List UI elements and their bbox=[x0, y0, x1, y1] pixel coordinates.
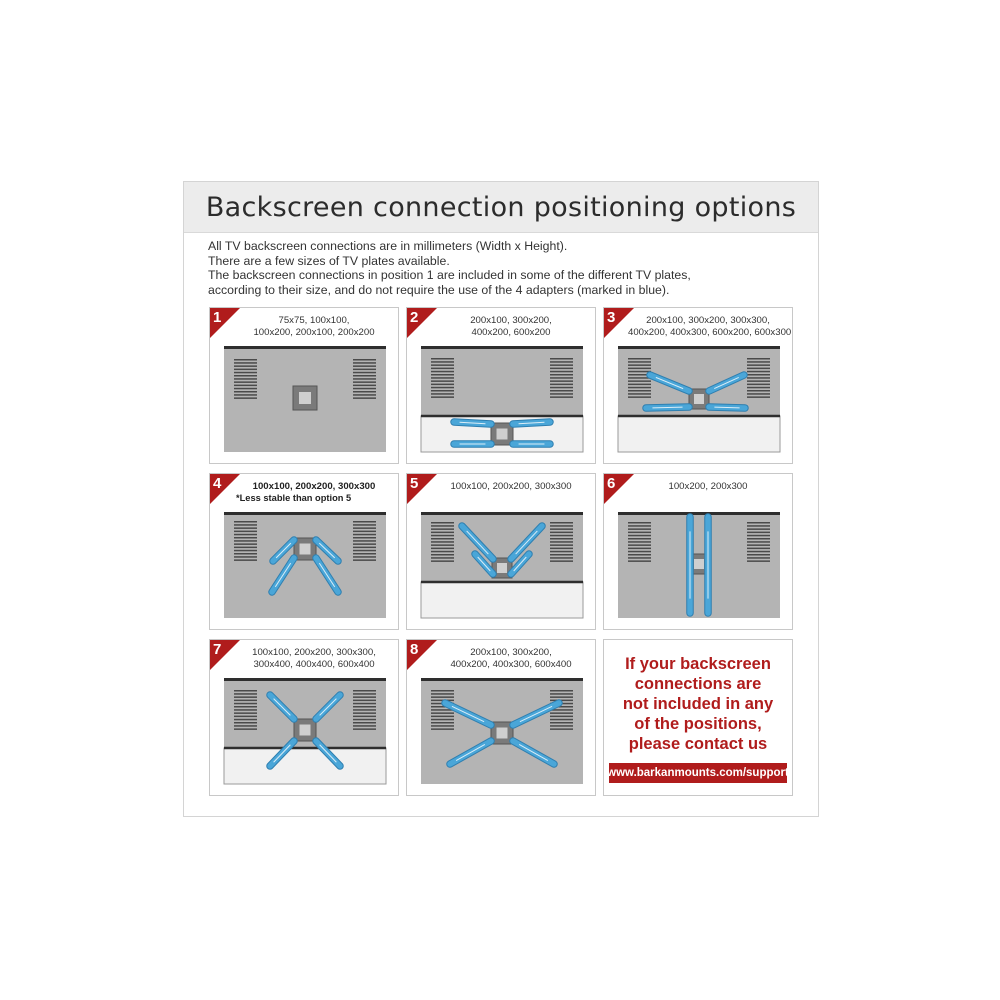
stability-note: *Less stable than option 5 bbox=[236, 492, 352, 503]
vent-slot bbox=[353, 696, 376, 698]
vent-slot bbox=[550, 358, 573, 360]
vent-slot bbox=[550, 528, 573, 530]
vent-slot bbox=[353, 690, 376, 692]
option-number: 8 bbox=[410, 641, 419, 658]
vent-slot bbox=[628, 396, 651, 398]
vent-slot bbox=[550, 522, 573, 524]
vent-slot bbox=[353, 709, 376, 711]
wall-mount-base bbox=[421, 582, 583, 618]
vent-slot bbox=[747, 358, 770, 360]
vent-slot bbox=[234, 521, 257, 523]
vent-slot bbox=[431, 532, 454, 534]
vent-slot bbox=[234, 703, 257, 705]
size-line: 200x100, 300x200, bbox=[470, 647, 552, 658]
vent-slot bbox=[747, 554, 770, 556]
vent-slot bbox=[234, 547, 257, 549]
vent-slot bbox=[628, 384, 651, 386]
vent-slot bbox=[747, 371, 770, 373]
vent-slot bbox=[234, 553, 257, 555]
vent-slot bbox=[353, 397, 376, 399]
vent-slot bbox=[550, 728, 573, 730]
contact-panel bbox=[603, 639, 793, 796]
option-panel-7 bbox=[209, 639, 399, 796]
vent-slot bbox=[550, 396, 573, 398]
vent-slot bbox=[234, 543, 257, 545]
option-panel-3 bbox=[603, 307, 793, 464]
vent-slot bbox=[234, 728, 257, 730]
tv-top-edge bbox=[421, 678, 583, 681]
vent-slot bbox=[550, 548, 573, 550]
vent-slot bbox=[353, 550, 376, 552]
vent-slot bbox=[550, 544, 573, 546]
size-line: 100x200, 200x300 bbox=[668, 481, 748, 492]
vent-slot bbox=[353, 703, 376, 705]
vent-slot bbox=[747, 528, 770, 530]
vent-slot bbox=[234, 534, 257, 536]
vent-slot bbox=[353, 385, 376, 387]
vent-slot bbox=[431, 712, 454, 714]
option-sizes bbox=[431, 647, 591, 670]
vent-slot bbox=[353, 378, 376, 380]
vent-slot bbox=[628, 387, 651, 389]
vent-slot bbox=[747, 368, 770, 370]
vent-slot bbox=[234, 531, 257, 533]
vent-slot bbox=[550, 690, 573, 692]
vent-slot bbox=[747, 393, 770, 395]
size-line: 200x100, 300x200, 300x300, bbox=[646, 315, 770, 326]
vent-slot bbox=[431, 535, 454, 537]
vent-slot bbox=[353, 716, 376, 718]
vent-slot bbox=[353, 527, 376, 529]
vent-slot bbox=[628, 368, 651, 370]
vent-slot bbox=[550, 532, 573, 534]
vent-slot bbox=[353, 543, 376, 545]
option-panel-4 bbox=[209, 473, 399, 630]
vent-slot bbox=[234, 696, 257, 698]
adapter-slot bbox=[714, 407, 739, 408]
vent-slot bbox=[431, 560, 454, 562]
vent-slot bbox=[550, 541, 573, 543]
option-sizes bbox=[431, 315, 591, 338]
vent-slot bbox=[234, 537, 257, 539]
vent-slot bbox=[628, 535, 651, 537]
vent-slot bbox=[431, 722, 454, 724]
plate-hole bbox=[694, 559, 704, 569]
plate-hole bbox=[497, 563, 507, 573]
option-number: 1 bbox=[213, 309, 222, 326]
vent-slot bbox=[431, 380, 454, 382]
vent-slot bbox=[353, 728, 376, 730]
option-number: 4 bbox=[213, 475, 222, 492]
option-sizes bbox=[628, 315, 792, 338]
vent-slot bbox=[431, 396, 454, 398]
vent-slot bbox=[628, 525, 651, 527]
vent-slot bbox=[353, 381, 376, 383]
vent-slot bbox=[234, 372, 257, 374]
vent-slot bbox=[431, 528, 454, 530]
vent-slot bbox=[747, 380, 770, 382]
option-sizes bbox=[234, 647, 394, 670]
vent-slot bbox=[550, 693, 573, 695]
contact-line: If your backscreen bbox=[625, 655, 771, 673]
vent-slot bbox=[234, 706, 257, 708]
vent-slot bbox=[234, 378, 257, 380]
vent-slot bbox=[234, 388, 257, 390]
vent-slot bbox=[550, 719, 573, 721]
vent-slot bbox=[431, 538, 454, 540]
vent-slot bbox=[747, 544, 770, 546]
vent-slot bbox=[234, 725, 257, 727]
vent-slot bbox=[234, 693, 257, 695]
vent-slot bbox=[550, 535, 573, 537]
vent-slot bbox=[234, 365, 257, 367]
vent-slot bbox=[431, 525, 454, 527]
instruction-sheet bbox=[183, 181, 819, 817]
vent-slot bbox=[353, 369, 376, 371]
vent-slot bbox=[431, 548, 454, 550]
vent-slot bbox=[353, 537, 376, 539]
vent-slot bbox=[353, 547, 376, 549]
option-panel-6 bbox=[603, 473, 793, 630]
wall-mount-base bbox=[618, 416, 780, 452]
vent-slot bbox=[747, 541, 770, 543]
vent-slot bbox=[431, 551, 454, 553]
vent-slot bbox=[628, 364, 651, 366]
vent-slot bbox=[628, 371, 651, 373]
vent-slot bbox=[628, 358, 651, 360]
size-line: 400x200, 400x300, 600x200, 600x300 bbox=[628, 326, 792, 338]
vent-slot bbox=[353, 700, 376, 702]
vent-slot bbox=[353, 556, 376, 558]
vent-slot bbox=[628, 538, 651, 540]
vent-slot bbox=[353, 365, 376, 367]
tv-top-edge bbox=[421, 512, 583, 515]
vent-slot bbox=[234, 385, 257, 387]
vent-slot bbox=[550, 557, 573, 559]
vent-slot bbox=[234, 527, 257, 529]
vent-slot bbox=[234, 700, 257, 702]
vent-slot bbox=[550, 390, 573, 392]
vent-slot bbox=[628, 557, 651, 559]
vent-slot bbox=[353, 375, 376, 377]
tv-top-edge bbox=[618, 346, 780, 349]
vent-slot bbox=[234, 690, 257, 692]
contact-line: connections are bbox=[634, 675, 762, 693]
option-number: 6 bbox=[607, 475, 616, 492]
vent-slot bbox=[431, 377, 454, 379]
size-line: 400x200, 400x300, 600x400 bbox=[450, 658, 572, 670]
vent-slot bbox=[234, 381, 257, 383]
title-band bbox=[184, 182, 818, 233]
vent-slot bbox=[550, 368, 573, 370]
vent-slot bbox=[234, 719, 257, 721]
plate-hole bbox=[497, 429, 508, 440]
plate-hole bbox=[300, 544, 311, 555]
vent-slot bbox=[550, 725, 573, 727]
vent-slot bbox=[550, 712, 573, 714]
vent-slot bbox=[747, 538, 770, 540]
intro-line: There are a few sizes of TV plates available. bbox=[208, 253, 450, 268]
vent-slot bbox=[353, 534, 376, 536]
vent-slot bbox=[353, 524, 376, 526]
contact-line: please contact us bbox=[628, 735, 768, 753]
wall-mount-base bbox=[224, 748, 386, 784]
vent-slot bbox=[550, 722, 573, 724]
vent-slot bbox=[747, 364, 770, 366]
vent-slot bbox=[628, 551, 651, 553]
vent-slot bbox=[747, 548, 770, 550]
vent-slot bbox=[431, 368, 454, 370]
plate-hole bbox=[300, 725, 311, 736]
option-panel-2 bbox=[406, 307, 596, 464]
vent-slot bbox=[431, 716, 454, 718]
vent-slot bbox=[431, 393, 454, 395]
vent-slot bbox=[353, 359, 376, 361]
vent-slot bbox=[747, 361, 770, 363]
vent-slot bbox=[353, 531, 376, 533]
plate-hole bbox=[694, 394, 704, 404]
support-link[interactable]: www.barkanmounts.com/support bbox=[609, 763, 787, 783]
size-line: 300x400, 400x400, 600x400 bbox=[253, 658, 375, 670]
vent-slot bbox=[353, 521, 376, 523]
vent-slot bbox=[628, 544, 651, 546]
option-sizes bbox=[234, 315, 394, 338]
vent-slot bbox=[628, 554, 651, 556]
tv-top-edge bbox=[224, 678, 386, 681]
vent-slot bbox=[550, 364, 573, 366]
plate-hole bbox=[497, 728, 508, 739]
vent-slot bbox=[431, 374, 454, 376]
vent-slot bbox=[431, 371, 454, 373]
vent-slot bbox=[353, 725, 376, 727]
vent-slot bbox=[550, 560, 573, 562]
vent-slot bbox=[550, 525, 573, 527]
vent-slot bbox=[234, 559, 257, 561]
vent-slot bbox=[550, 377, 573, 379]
tv-top-edge bbox=[618, 512, 780, 515]
vent-slot bbox=[353, 362, 376, 364]
option-number: 7 bbox=[213, 641, 222, 658]
vent-slot bbox=[353, 706, 376, 708]
vent-slot bbox=[628, 361, 651, 363]
vent-slot bbox=[550, 384, 573, 386]
vent-slot bbox=[431, 728, 454, 730]
size-line: 200x100, 300x200, bbox=[470, 315, 552, 326]
option-sizes bbox=[628, 481, 788, 493]
option-number: 3 bbox=[607, 309, 616, 326]
vent-slot bbox=[628, 380, 651, 382]
vent-slot bbox=[628, 541, 651, 543]
vent-slot bbox=[747, 390, 770, 392]
vent-slot bbox=[550, 538, 573, 540]
vent-slot bbox=[353, 553, 376, 555]
vent-slot bbox=[550, 554, 573, 556]
vent-slot bbox=[353, 391, 376, 393]
intro-line: The backscreen connections in position 1 are included in some of the different TV plates, bbox=[208, 268, 691, 283]
vent-slot bbox=[431, 358, 454, 360]
size-line: 100x200, 200x100, 200x200 bbox=[253, 326, 375, 338]
intro-line: All TV backscreen connections are in millimeters (Width x Height). bbox=[208, 239, 568, 253]
vent-slot bbox=[234, 369, 257, 371]
vent-slot bbox=[550, 696, 573, 698]
vent-slot bbox=[747, 384, 770, 386]
plate-hole bbox=[299, 392, 311, 404]
vent-slot bbox=[747, 535, 770, 537]
vent-slot bbox=[234, 709, 257, 711]
vent-slot bbox=[431, 364, 454, 366]
vent-slot bbox=[628, 560, 651, 562]
vent-slot bbox=[550, 361, 573, 363]
vent-slot bbox=[234, 722, 257, 724]
tv-top-edge bbox=[421, 346, 583, 349]
option-panel-8 bbox=[406, 639, 596, 796]
vent-slot bbox=[431, 557, 454, 559]
vent-slot bbox=[550, 371, 573, 373]
contact-line: of the positions, bbox=[634, 715, 762, 733]
tv-top-edge bbox=[224, 346, 386, 349]
size-line: 400x200, 600x200 bbox=[471, 326, 551, 338]
vent-slot bbox=[234, 556, 257, 558]
vent-slot bbox=[431, 387, 454, 389]
contact-message bbox=[608, 654, 788, 754]
vent-slot bbox=[747, 387, 770, 389]
size-line: 75x75, 100x100, bbox=[278, 315, 350, 326]
intro-text bbox=[208, 239, 808, 297]
vent-slot bbox=[353, 388, 376, 390]
vent-slot bbox=[353, 394, 376, 396]
size-line: 100x100, 200x200, 300x300 bbox=[450, 481, 572, 492]
vent-slot bbox=[353, 722, 376, 724]
vent-slot bbox=[353, 719, 376, 721]
size-line: 100x100, 200x200, 300x300, bbox=[252, 647, 376, 658]
vent-slot bbox=[747, 525, 770, 527]
vent-slot bbox=[747, 560, 770, 562]
vent-slot bbox=[431, 544, 454, 546]
option-number: 2 bbox=[410, 309, 419, 326]
option-panel-1 bbox=[209, 307, 399, 464]
tv-top-edge bbox=[224, 512, 386, 515]
contact-line: not included in any bbox=[622, 695, 774, 713]
vent-slot bbox=[550, 716, 573, 718]
vent-slot bbox=[747, 396, 770, 398]
vent-slot bbox=[431, 696, 454, 698]
vent-slot bbox=[628, 393, 651, 395]
vent-slot bbox=[431, 384, 454, 386]
option-sizes bbox=[431, 481, 591, 493]
vent-slot bbox=[550, 387, 573, 389]
vent-slot bbox=[431, 690, 454, 692]
vent-slot bbox=[234, 394, 257, 396]
intro-line: according to their size, and do not require the use of the 4 adapters (marked in blue). bbox=[208, 282, 670, 297]
vent-slot bbox=[353, 712, 376, 714]
vent-slot bbox=[234, 524, 257, 526]
vent-slot bbox=[628, 528, 651, 530]
vent-slot bbox=[353, 540, 376, 542]
vent-slot bbox=[550, 374, 573, 376]
vent-slot bbox=[550, 551, 573, 553]
option-panel-5 bbox=[406, 473, 596, 630]
option-number: 5 bbox=[410, 475, 419, 492]
vent-slot bbox=[747, 522, 770, 524]
vent-slot bbox=[234, 375, 257, 377]
vent-slot bbox=[431, 693, 454, 695]
vent-slot bbox=[628, 522, 651, 524]
vent-slot bbox=[234, 540, 257, 542]
vent-slot bbox=[234, 712, 257, 714]
vent-slot bbox=[431, 361, 454, 363]
vent-slot bbox=[431, 390, 454, 392]
vent-slot bbox=[234, 550, 257, 552]
vent-slot bbox=[431, 725, 454, 727]
vent-slot bbox=[747, 557, 770, 559]
page-title: Backscreen connection positioning options bbox=[205, 191, 797, 223]
vent-slot bbox=[628, 390, 651, 392]
vent-slot bbox=[747, 532, 770, 534]
vent-slot bbox=[550, 380, 573, 382]
vent-slot bbox=[234, 362, 257, 364]
vent-slot bbox=[234, 397, 257, 399]
vent-slot bbox=[550, 393, 573, 395]
vent-slot bbox=[431, 719, 454, 721]
vent-slot bbox=[747, 374, 770, 376]
vent-slot bbox=[234, 391, 257, 393]
vent-slot bbox=[431, 554, 454, 556]
vent-slot bbox=[747, 551, 770, 553]
size-line: 100x100, 200x200, 300x300 bbox=[252, 481, 376, 492]
vent-slot bbox=[353, 372, 376, 374]
vent-slot bbox=[431, 541, 454, 543]
vent-slot bbox=[628, 548, 651, 550]
option-sizes bbox=[234, 481, 394, 504]
vent-slot bbox=[234, 359, 257, 361]
vent-slot bbox=[353, 559, 376, 561]
vent-slot bbox=[353, 693, 376, 695]
vent-slot bbox=[234, 716, 257, 718]
vent-slot bbox=[431, 522, 454, 524]
adapter-slot bbox=[652, 407, 682, 408]
vent-slot bbox=[628, 532, 651, 534]
vent-slot bbox=[747, 377, 770, 379]
